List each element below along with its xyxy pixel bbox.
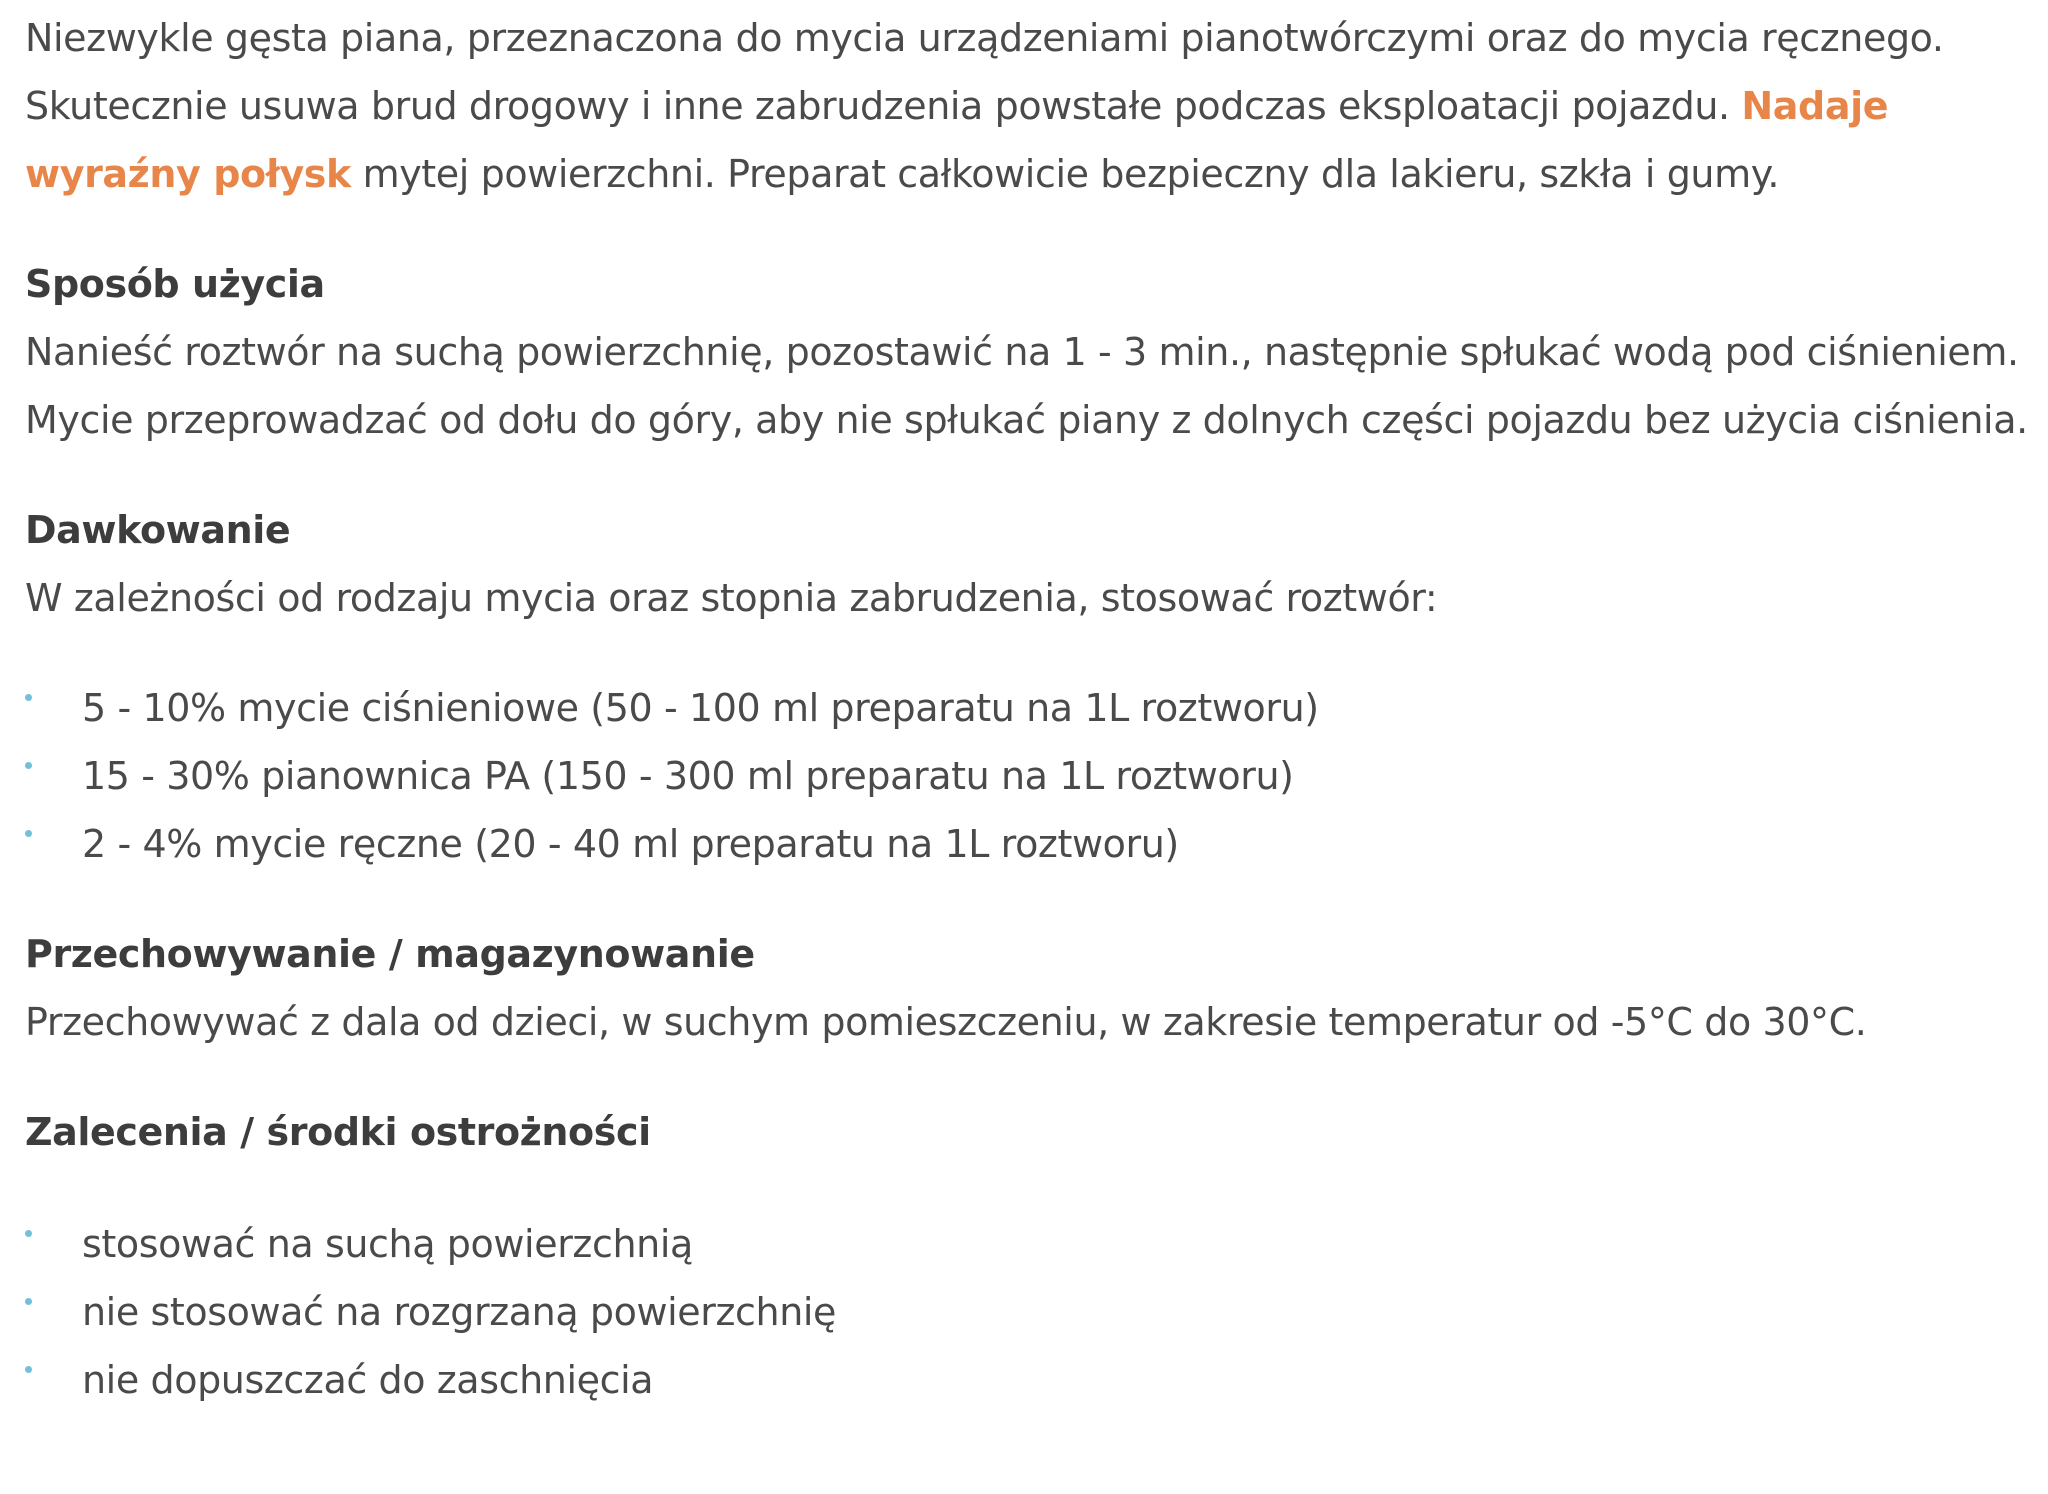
storage-text: Przechowywać z dala od dzieci, w suchym pomieszczeniu, w zakresie temperatur od -5°C do 30°C. [25,1000,1867,1044]
list-item-text: stosować na suchą powierzchnią [82,1222,693,1266]
list-item [25,1346,2035,1414]
bullet-icon [25,830,32,837]
precautions-heading: Zalecenia / środki ostrożności [25,1110,651,1154]
intro-paragraph [25,4,2035,208]
bullet-icon [25,694,32,701]
intro-highlight: Nadaje wyraźny połysk [25,84,1889,196]
list-item [25,1210,2035,1278]
precautions-list [25,1210,2035,1414]
bullet-icon [25,1230,32,1237]
dosage-heading: Dawkowanie [25,508,291,552]
usage-heading: Sposób użycia [25,262,325,306]
dosage-text: W zależności od rodzaju mycia oraz stopnia zabrudzenia, stosować roztwór: [25,576,1438,620]
list-item-text: nie stosować na rozgrzaną powierzchnię [82,1290,837,1334]
list-item [25,674,2035,742]
bullet-icon [25,762,32,769]
list-item-text: 5 - 10% mycie ciśnieniowe (50 - 100 ml preparatu na 1L roztworu) [82,686,1319,730]
list-item [25,1278,2035,1346]
storage-heading: Przechowywanie / magazynowanie [25,932,755,976]
intro-text-after: mytej powierzchni. Preparat całkowicie bezpieczny dla lakieru, szkła i gumy. [350,152,1780,196]
usage-text: Nanieść roztwór na suchą powierzchnię, pozostawić na 1 - 3 min., następnie spłukać wodą pod ciśnieniem. Mycie przeprowadzać od dołu do góry, aby nie spłukać piany z dolnych części pojazdu bez użycia ciśnienia. [25,330,2028,442]
product-description [25,4,2035,1414]
list-item-text: 15 - 30% pianownica PA (150 - 300 ml preparatu na 1L roztworu) [82,754,1294,798]
intro-text-before: Niezwykle gęsta piana, przeznaczona do mycia urządzeniami pianotwórczymi oraz do mycia ręcznego. Skutecznie usuwa brud drogowy i inne zabrudzenia powstałe podczas eksploatacji pojazdu. [25,16,1944,128]
bullet-icon [25,1366,32,1373]
list-item-text: nie dopuszczać do zaschnięcia [82,1358,654,1402]
list-item [25,810,2035,878]
bullet-icon [25,1298,32,1305]
list-item-text: 2 - 4% mycie ręczne (20 - 40 ml preparatu na 1L roztworu) [82,822,1179,866]
list-item [25,742,2035,810]
dosage-list [25,674,2035,878]
